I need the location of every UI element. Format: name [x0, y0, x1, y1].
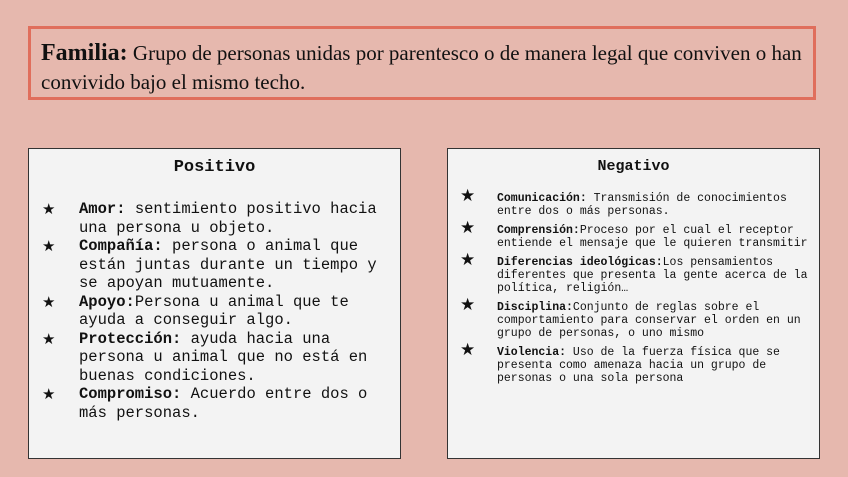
- item-text: Conjunto de reglas sobre el comportamiento para conservar el orden en un grupo de personas, o uno mismo: [497, 301, 801, 340]
- star-icon: ★: [42, 200, 56, 218]
- star-icon: ★: [460, 295, 476, 315]
- item-term: Protección:: [79, 329, 182, 348]
- definition-box: [28, 26, 816, 100]
- star-icon: ★: [460, 340, 476, 360]
- item-term: Comunicación:: [497, 192, 587, 205]
- positive-list: [29, 188, 400, 422]
- item-term: Disciplina:: [497, 301, 573, 314]
- list-item: [42, 329, 390, 386]
- item-term: Diferencias ideológicas:: [497, 256, 663, 269]
- list-item: [460, 340, 811, 385]
- star-icon: ★: [42, 329, 56, 348]
- list-item: [460, 295, 811, 340]
- item-text: sentimiento positivo hacia una persona u objeto.: [79, 200, 377, 237]
- item-term: Compañía:: [79, 237, 163, 255]
- positive-title: Positivo: [173, 158, 256, 177]
- item-term: Apoyo:: [79, 292, 135, 311]
- item-text: Transmisión de conocimientos entre dos o más personas.: [497, 192, 787, 218]
- negative-list: [448, 184, 819, 385]
- item-term: Compromiso:: [79, 385, 182, 403]
- item-term: Violencia:: [497, 346, 567, 359]
- list-item: [42, 292, 390, 330]
- definition-text: Grupo de personas unidas por parentesco o de manera legal que conviven o han convivido bajo el mismo techo.: [41, 41, 802, 94]
- item-term: Amor:: [79, 200, 126, 218]
- list-item: [460, 186, 811, 218]
- star-icon: ★: [460, 218, 476, 238]
- item-term: Comprensión:: [497, 224, 580, 237]
- item-text: ayuda hacia una persona u animal que no está en buenas condiciones.: [79, 329, 368, 385]
- item-text: Los pensamientos diferentes que presenta la gente acerca de la política, religión…: [497, 256, 808, 295]
- list-item: [460, 250, 811, 295]
- list-item: [42, 385, 390, 422]
- negative-title: Negativo: [597, 158, 670, 175]
- definition-term: Familia:: [41, 40, 128, 66]
- item-text: Acuerdo entre dos o más personas.: [79, 385, 368, 422]
- list-item: [460, 218, 811, 250]
- star-icon: ★: [42, 385, 56, 403]
- star-icon: ★: [460, 250, 476, 270]
- item-text: Proceso por el cual el receptor entiende el mensaje que le quieren transmitir: [497, 224, 808, 250]
- star-icon: ★: [42, 292, 56, 311]
- negative-card: [447, 148, 820, 459]
- item-text: persona o animal que están juntas durante un tiempo y se apoyan mutuamente.: [79, 237, 377, 292]
- star-icon: ★: [42, 237, 56, 255]
- list-item: [42, 200, 390, 237]
- positive-card: [28, 148, 401, 459]
- star-icon: ★: [460, 186, 476, 206]
- item-text: Uso de la fuerza física que se presenta como amenaza hacia un grupo de personas o una sola persona: [497, 346, 780, 385]
- item-text: Persona u animal que te ayuda a conseguir algo.: [79, 292, 349, 329]
- list-item: [42, 237, 390, 293]
